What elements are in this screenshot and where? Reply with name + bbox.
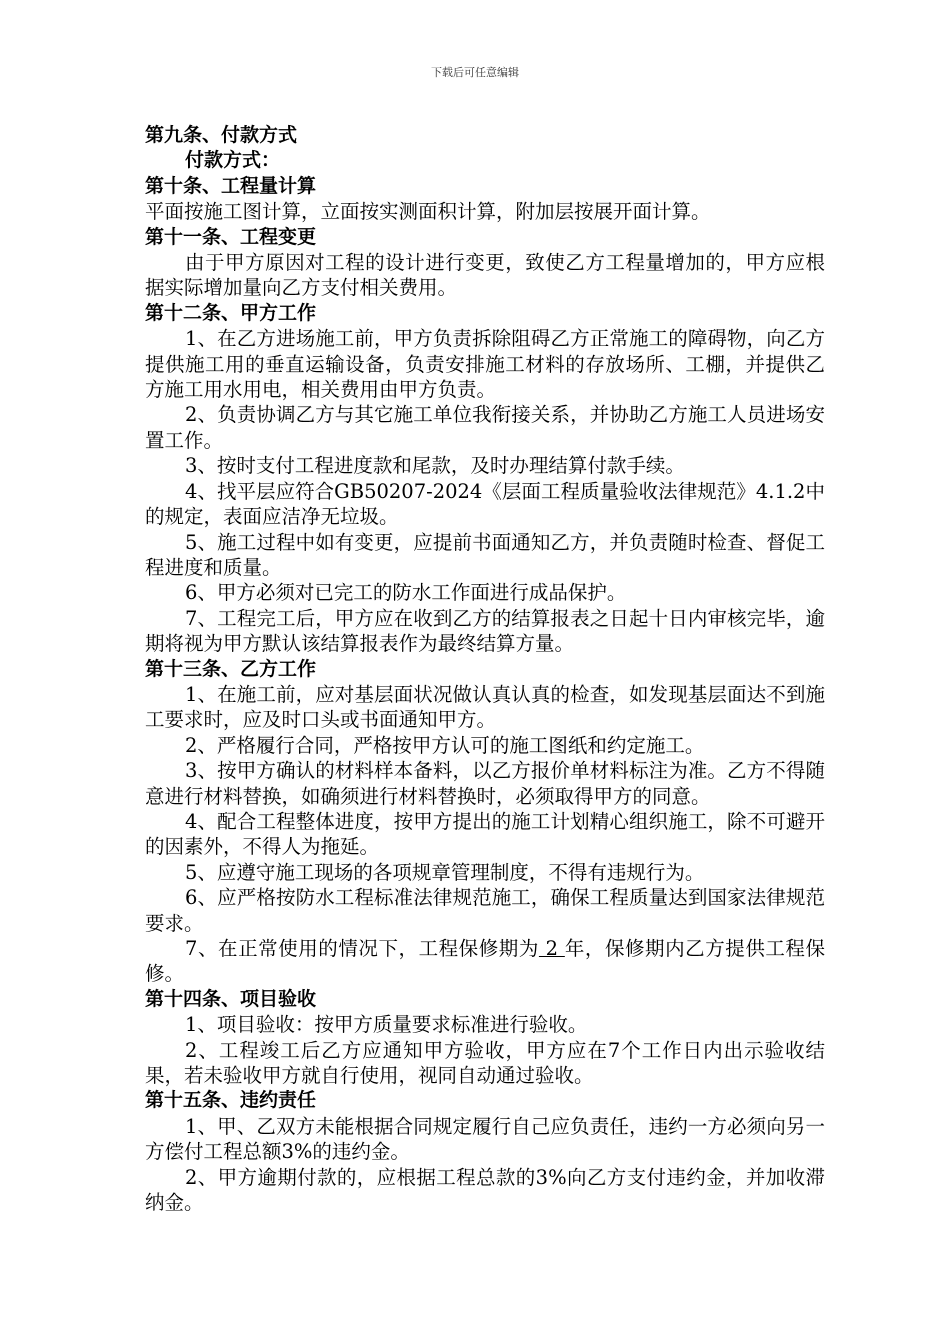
- section-15-title: 第十五条、违约责任: [145, 1089, 317, 1112]
- section-14-title: 第十四条、项目验收: [145, 987, 317, 1010]
- section-12-item: 2、负责协调乙方与其它施工单位我衔接关系，并协助乙方施工人员进场安置工作。: [145, 403, 825, 452]
- section-15-item: 2、甲方逾期付款的，应根据工程总款的3%向乙方支付违约金，并加收滞纳金。: [145, 1165, 825, 1215]
- item-7-text-before: 7、在正常使用的情况下，工程保修期为: [185, 937, 539, 960]
- section-11-paragraph: 由于甲方原因对工程的设计进行变更，致使乙方工程量增加的，甲方应根据实际增加量向乙方支付相关费用。: [145, 251, 825, 300]
- section-12-item: 5、施工过程中如有变更，应提前书面通知乙方，并负责随时检查、督促工程进度和质量。: [145, 530, 825, 579]
- section-10-title: 第十条、工程量计算: [145, 174, 317, 197]
- item-7-text-after: 年，保修期内乙方提供工程保修。: [145, 937, 825, 986]
- section-9-title: 第九条、付款方式: [145, 124, 298, 146]
- section-12-item: 6、甲方必须对已完工的防水工作面进行成品保护。: [185, 581, 627, 605]
- section-12-item: 3、按时支付工程进度款和尾款，及时办理结算付款手续。: [185, 454, 685, 478]
- section-13-item-7: [145, 936, 825, 987]
- warranty-years-value: 2: [538, 937, 565, 960]
- section-14-item: 2、工程竣工后乙方应通知甲方验收，甲方应在7个工作日内出示验收结果，若未验收甲方就自行使用，视同自动通过验收。: [145, 1038, 825, 1088]
- section-10-paragraph: 平面按施工图计算，立面按实测面积计算，附加层按展开面计算。: [145, 200, 711, 224]
- section-12-item: 7、工程完工后，甲方应在收到乙方的结算报表之日起十日内审核完毕，逾期将视为甲方默认该结算报表作为最终结算方量。: [145, 606, 825, 656]
- section-12-title: 第十二条、甲方工作: [145, 301, 317, 324]
- section-12-item: 1、在乙方进场施工前，甲方负责拆除阻碍乙方正常施工的障碍物，向乙方提供施工用的垂直运输设备，负责安排施工材料的存放场所、工棚，并提供乙方施工用水用电，相关费用由甲方负责。: [145, 327, 825, 402]
- section-13-item: 5、应遵守施工现场的各项规章管理制度，不得有违规行为。: [185, 860, 705, 884]
- section-13-item: 6、应严格按防水工程标准法律规范施工，确保工程质量达到国家法律规范要求。: [145, 886, 825, 935]
- section-14-item: 1、项目验收：按甲方质量要求标准进行验收。: [185, 1013, 588, 1037]
- section-9-subtitle: 付款方式：: [185, 149, 281, 172]
- section-13-item: 3、按甲方确认的材料样本备料，以乙方报价单材料标注为准。乙方不得随意进行材料替换，如确须进行材料替换时，必须取得甲方的同意。: [145, 759, 825, 808]
- header-note: 下载后可任意编辑: [431, 66, 519, 79]
- section-13-title: 第十三条、乙方工作: [145, 657, 317, 680]
- section-13-item: 4、配合工程整体进度，按甲方提出的施工计划精心组织施工，除不可避开的因素外，不得人为拖延。: [145, 809, 825, 859]
- section-13-item: 2、严格履行合同，严格按甲方认可的施工图纸和约定施工。: [185, 733, 705, 757]
- section-11-title: 第十一条、工程变更: [145, 225, 317, 248]
- section-12-item: 4、找平层应符合GB50207-2024《层面工程质量验收法律规范》4.1.2中的规定，表面应洁净无垃圾。: [145, 479, 825, 529]
- section-15-item: 1、甲、乙双方未能根据合同规定履行自己应负责任，违约一方必须向另一方偿付工程总额3%的违约金。: [145, 1114, 825, 1164]
- section-13-item: 1、在施工前，应对基层面状况做认真认真的检查，如发现基层面达不到施工要求时，应及时口头或书面通知甲方。: [145, 682, 825, 732]
- contract-body: [145, 123, 825, 1215]
